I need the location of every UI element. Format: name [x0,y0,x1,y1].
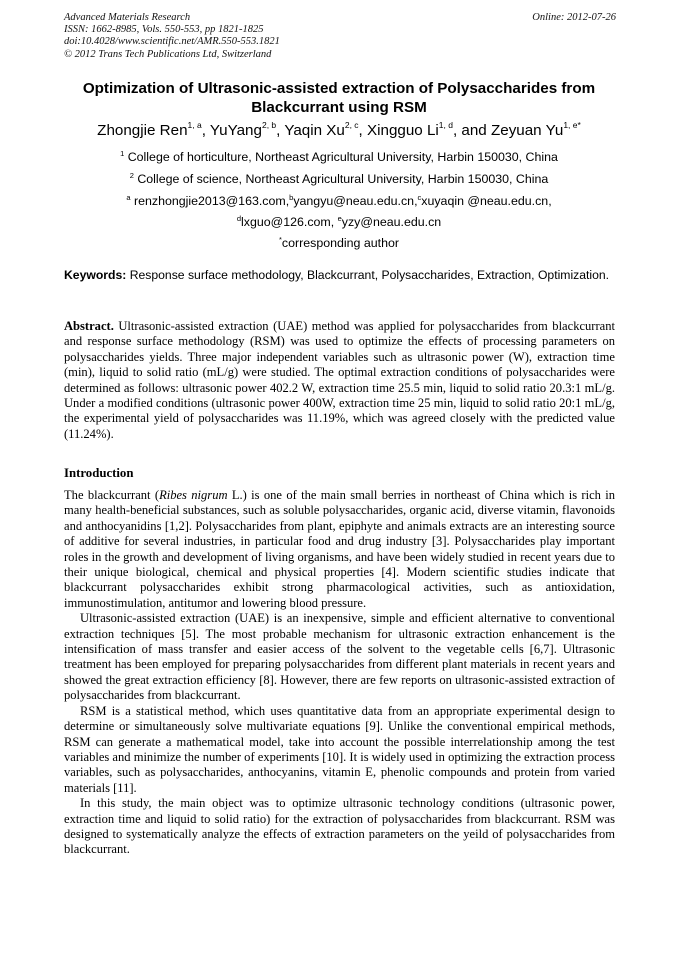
journal-header [64,12,616,61]
corr-text: corresponding author [281,236,400,250]
email-line-1 [20,194,658,208]
corresponding-author [20,236,658,250]
email-sup: c [417,193,422,202]
author-sep: , and [452,122,491,139]
keywords-text: Response surface methodology, Blackcurrant, Polysaccharides, Extraction, Optimization. [126,268,610,282]
abstract-label: Abstract. [64,319,114,333]
author-sup: 2, b [261,120,277,130]
affiliation-text: College of science, Northeast Agricultural University, Harbin 150030, China [137,172,549,186]
email-d: lxguo@126.com, [241,215,338,229]
author-sup: 1, a [187,120,202,130]
affiliation-sup: 1 [120,149,125,158]
paper-title [40,80,638,117]
corr-sup: * [278,235,282,244]
journal-doi: doi:10.4028/www.scientific.net/AMR.550-553.1821 [64,36,280,48]
affiliation-2 [20,172,658,186]
author-sup: 1, d [438,120,453,130]
title-line-1: Optimization of Ultrasonic-assisted extraction of Polysaccharides from [82,80,596,97]
author-list [20,122,658,140]
keywords [64,268,615,283]
journal-copyright: © 2012 Trans Tech Publications Ltd, Switzerland [64,48,272,60]
author-name: Xingguo Li [367,122,439,139]
intro-p1-text-b: L.) is one of the main small berries in northeast of China which is rich in many health-beneficial substances, such as soluble polysaccharides, organic acid, diverse vitamin, flavonoids and anthocyanidins [1,2]. Polysaccharides from plant, epiphyte and animals extracts are an interesting source of additive for several industries, in particular food and drug industry [3]. Polysaccharides play important roles in the growth and development of living organisms, and have been widely studied in recent years due to their unique biological, chemical and physical properties [4]. Modern scientific studies indicate that blackcurrant polysaccharides exhibit strong pharmacological activities, such as antioxidation, immunostimulation, antitumor and lowering blood pressure. [64,488,616,610]
email-sup: e [337,214,342,223]
author-sep: , [358,122,367,139]
email-a: renzhongjie2013@163.com, [133,194,290,208]
intro-paragraph-2: Ultrasonic-assisted extraction (UAE) is an inexpensive, simple and efficient alternative to conventional extraction techniques [5]. The most probable mechanism for ultrasonic extraction enhancement is the intensification of mass transfer and easier access of the solvent to the vegetable cells [6,7]. Ultrasonic treatment has been employed for preparing polysaccharides from different plant materials in recent years and showed the great extraction efficiency [8]. However, there are few reports on ultrasonic-assisted extraction of polysaccharides from blackcurrant. [64,611,615,703]
intro-p1-text-a: The blackcurrant ( [64,488,160,502]
email-e: yzy@neau.edu.cn [341,215,442,229]
keywords-label: Keywords: [64,268,127,282]
author-name: Zhongjie Ren [97,122,188,139]
journal-name: Advanced Materials Research [64,12,191,23]
abstract-paragraph [64,319,615,442]
intro-paragraph-4: In this study, the main object was to optimize ultrasonic technology conditions (ultrasonic power, extraction time and liquid to solid ratio) for the extraction of polysaccharides from blackcurrant. RSM was designed to systematically analyze the effects of extraction parameters on the yeild of polysaccharides from blackcurrant. [64,796,615,857]
affiliation-text: College of horticulture, Northeast Agricultural University, Harbin 150030, China [127,150,558,164]
abstract-text: Ultrasonic-assisted extraction (UAE) method was applied for polysaccharides from blackcurrant and response surface methodology (RSM) was used to optimize the effects of processing parameters on polysaccharides yields. Three major independent variables such as ultrasonic power (W), extraction time (min), liquid to solid ratio (mL/g) were studied. The optimal extraction conditions of polysaccharides were determined as follows: ultrasonic power 402.2 W, extraction time 25.5 min, liquid to solid ratio 20.3:1 mL/g. Under a modified conditions (ultrasonic power 400W, extraction time 25 min, liquid to solid ratio 20:1 mL/g, the experimental yield of polysaccharides was 11.19%, which was agreed closely with the predicted value (11.24%). [64,319,615,441]
author-sup: 1, e* [563,120,581,130]
affiliation-1 [20,150,658,164]
introduction-heading: Introduction [64,466,134,480]
species-name: Ribes nigrum [159,488,228,502]
email-line-2 [20,215,658,229]
title-line-2: Blackcurrant using RSM [251,98,427,116]
email-sup: d [236,214,241,223]
intro-paragraph-3: RSM is a statistical method, which uses quantitative data from an appropriate experimental design to determine or simultaneously solve multivariate equations [9]. Unlike the conventional empirical methods, RSM can generate a mathematical model, take into account the possible interrelationship among the test variables and minimize the number of experiments [10]. It is widely used in optimizing the extraction process variables, such as polysaccharides, anthocyanins, vitamin E, phenolic compounds and protein from varied materials [11]. [64,703,615,795]
author-name: Zeyuan Yu [490,122,564,139]
author-sup: 2, c [344,120,359,130]
email-b: yangyu@neau.edu.cn, [293,194,418,208]
author-sep: , [276,122,285,139]
author-name: YuYang [209,122,262,139]
email-sup: b [289,193,294,202]
author-sep: , [201,122,210,139]
introduction-body [64,488,615,858]
affiliation-sup: 2 [129,171,134,180]
author-name: Yaqin Xu [284,122,345,139]
abstract [64,319,615,442]
journal-issn: ISSN: 1662-8985, Vols. 550-553, pp 1821-1825 [64,24,264,36]
email-sup: a [126,193,131,202]
intro-paragraph-1 [64,488,615,611]
email-c: xuyaqin @neau.edu.cn, [421,194,552,208]
online-date: Online: 2012-07-26 [532,12,616,23]
